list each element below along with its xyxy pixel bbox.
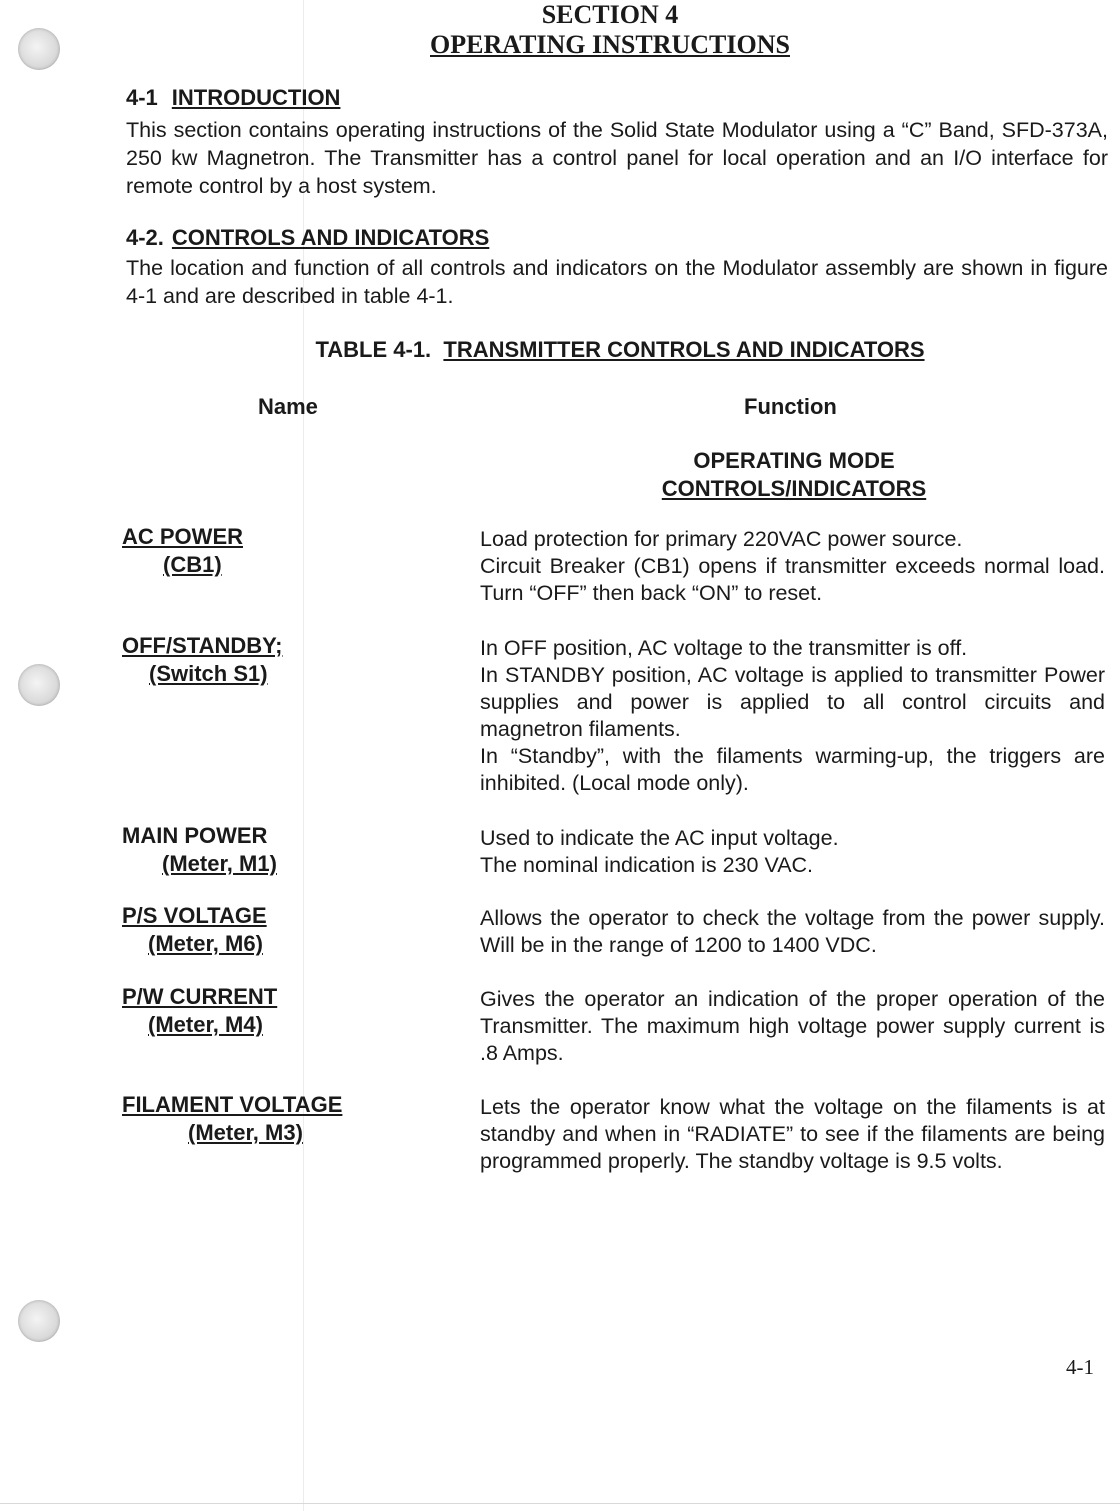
column-header-name: Name — [258, 394, 318, 419]
row-subname-switch-s1: (Switch S1) — [149, 661, 268, 686]
punch-hole — [18, 664, 60, 706]
intro-title: INTRODUCTION — [171, 85, 341, 110]
punch-hole — [18, 28, 60, 70]
operating-mode-heading — [600, 447, 988, 503]
desc-line: The nominal indication is 230 VAC. — [480, 853, 814, 877]
desc-line: Used to indicate the AC input voltage. — [480, 826, 839, 850]
table-label: TABLE 4-1. — [315, 337, 432, 362]
intro-heading — [126, 85, 340, 111]
row-subname-cb1: (CB1) — [163, 552, 222, 577]
desc-line: Gives the operator an indication of the proper operation of the Transmitter. The maximum high voltage power supply current is .8 Amps. — [480, 987, 1105, 1065]
controls-number: 4-2. — [126, 225, 164, 250]
row-desc-ps-voltage — [480, 905, 1105, 959]
row-desc-off-standby — [480, 635, 1105, 797]
row-desc-filament-voltage — [480, 1094, 1105, 1175]
operating-mode-line2: CONTROLS/INDICATORS — [661, 476, 927, 501]
desc-line: Load protection for primary 220VAC power source. — [480, 527, 963, 551]
row-subname-meter-m6: (Meter, M6) — [148, 931, 263, 956]
column-header-function: Function — [744, 394, 837, 419]
table-title — [250, 337, 990, 363]
row-name-filament-voltage: FILAMENT VOLTAGE — [122, 1092, 343, 1117]
operating-mode-line1: OPERATING MODE — [693, 448, 895, 473]
page-number: 4-1 — [1066, 1355, 1094, 1379]
controls-heading — [126, 225, 489, 251]
desc-line: In OFF position, AC voltage to the transmitter is off. — [480, 636, 968, 660]
table-title-text: TRANSMITTER CONTROLS AND INDICATORS — [443, 337, 925, 362]
row-name-ps-voltage: P/S VOLTAGE — [122, 903, 267, 928]
section-title: OPERATING INSTRUCTIONS — [430, 30, 790, 59]
desc-line: In “Standby”, with the filaments warming-up, the triggers are inhibited. (Local mode only). — [480, 744, 1105, 795]
row-subname-meter-m4: (Meter, M4) — [148, 1012, 263, 1037]
row-name-off-standby: OFF/STANDBY; — [122, 633, 283, 658]
page-bottom-edge — [0, 1503, 1120, 1504]
desc-line: Lets the operator know what the voltage on the filaments is at standby and when in “RADIATE” to see if the filaments are being programmed properly. The standby voltage is 9.5 volts. — [480, 1095, 1105, 1173]
row-name-pw-current: P/W CURRENT — [122, 984, 278, 1009]
intro-paragraph: This section contains operating instructions of the Solid State Modulator using a “C” Band, SFD-373A, 250 kw Magnetron. The Transmitter has a control panel for local operation and an I/O interface for remote control by a host system. — [126, 118, 1108, 198]
row-desc-pw-current — [480, 986, 1105, 1067]
controls-paragraph: The location and function of all controls and indicators on the Modulator assembly are shown in figure 4-1 and are described in table 4-1. — [126, 256, 1108, 308]
desc-line: Allows the operator to check the voltage from the power supply. Will be in the range of 1200 to 1400 VDC. — [480, 906, 1105, 957]
row-subname-meter-m3: (Meter, M3) — [188, 1120, 303, 1145]
desc-line: In STANDBY position, AC voltage is applied to transmitter Power supplies and power is applied to all control circuits and magnetron filaments. — [480, 663, 1105, 741]
controls-title: CONTROLS AND INDICATORS — [171, 225, 490, 250]
section-heading — [350, 0, 870, 60]
row-subname-meter-m1: (Meter, M1) — [162, 851, 277, 876]
row-name-ac-power: AC POWER — [122, 524, 243, 549]
section-number: SECTION 4 — [541, 0, 679, 29]
intro-number: 4-1 — [126, 85, 158, 110]
punch-hole — [18, 1300, 60, 1342]
row-name-main-power: MAIN POWER — [122, 823, 268, 848]
desc-line: Circuit Breaker (CB1) opens if transmitter exceeds normal load. Turn “OFF” then back “ON” to reset. — [480, 554, 1105, 605]
row-desc-ac-power — [480, 526, 1105, 607]
row-desc-main-power — [480, 825, 1105, 879]
